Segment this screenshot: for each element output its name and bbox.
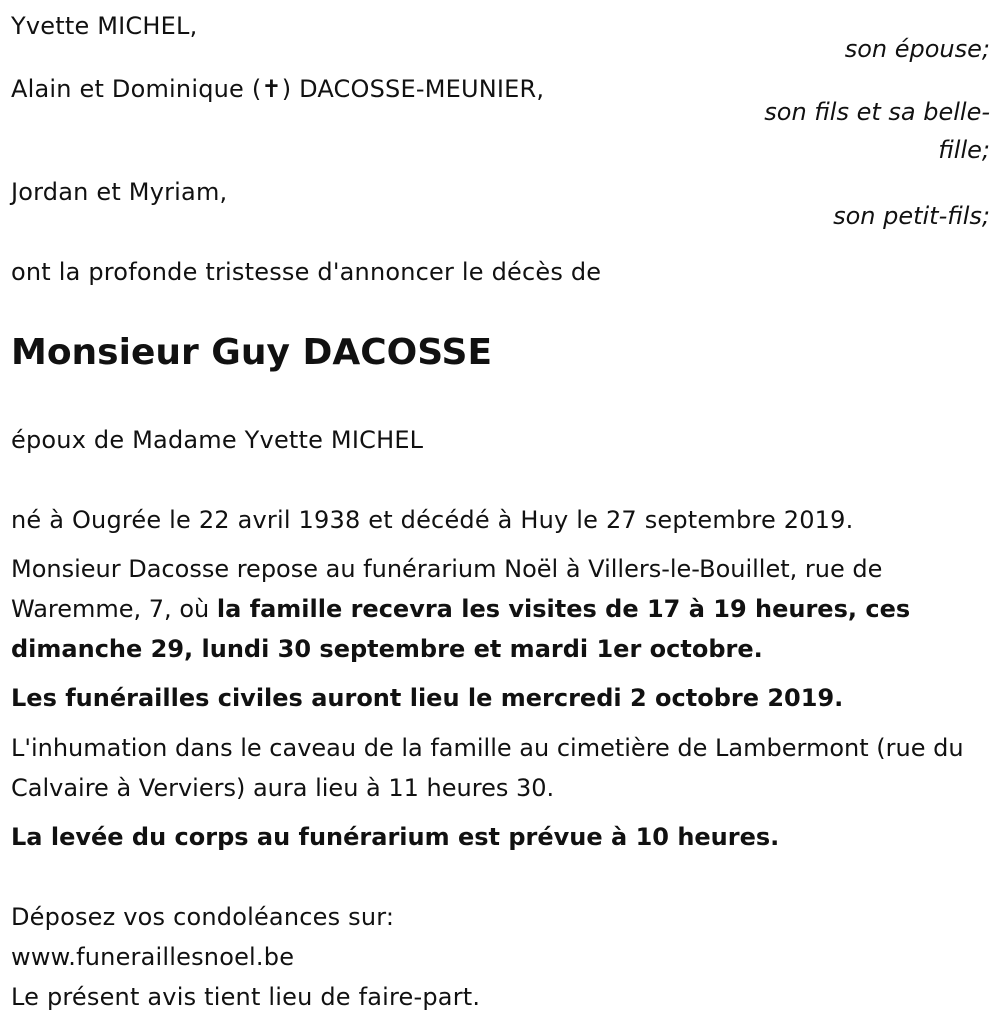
- relation-son: son fils et sa belle-fille;: [764, 98, 990, 164]
- deceased-name: Monsieur Guy DACOSSE: [11, 332, 493, 373]
- visitation-intro: Monsieur Dacosse repose au funérarium Noël à Villers-le-Bouillet, rue de Waremme, 7, où: [11, 555, 883, 623]
- visitation-hours: la famille recevra les visites de 17 à 19 heures, ces dimanche 29, lundi 30 septembre et mardi 1er octobre.: [11, 595, 911, 663]
- birth-death-line: né à Ougrée le 22 avril 1938 et décédé à Huy le 27 septembre 2019.: [11, 506, 854, 534]
- relation-spouse: son épouse;: [844, 35, 990, 63]
- visitation-paragraph: [11, 549, 986, 669]
- notice-line: Le présent avis tient lieu de faire-part.: [11, 983, 481, 1011]
- obituary-notice: [11, 0, 990, 1032]
- departure-line: La levée du corps au funérarium est prévue à 10 heures.: [11, 823, 780, 851]
- family-member-grandson: Jordan et Myriam,: [11, 178, 228, 206]
- relation-grandson: son petit-fils;: [833, 202, 990, 230]
- family-member-son: Alain et Dominique (✝) DACOSSE-MEUNIER,: [11, 75, 545, 103]
- burial-paragraph: L'inhumation dans le caveau de la famille au cimetière de Lambermont (rue du Calvaire à Verviers) aura lieu à 11 heures 30.: [11, 734, 964, 802]
- condolences-label: Déposez vos condoléances sur:: [11, 903, 395, 931]
- announcement-text: ont la profonde tristesse d'annoncer le décès de: [11, 258, 602, 286]
- spouse-line: époux de Madame Yvette MICHEL: [11, 426, 424, 454]
- funeral-line: Les funérailles civiles auront lieu le mercredi 2 octobre 2019.: [11, 684, 844, 712]
- condolences-website-link[interactable]: www.funeraillesnoel.be: [11, 943, 295, 971]
- family-member-spouse: Yvette MICHEL,: [11, 12, 198, 40]
